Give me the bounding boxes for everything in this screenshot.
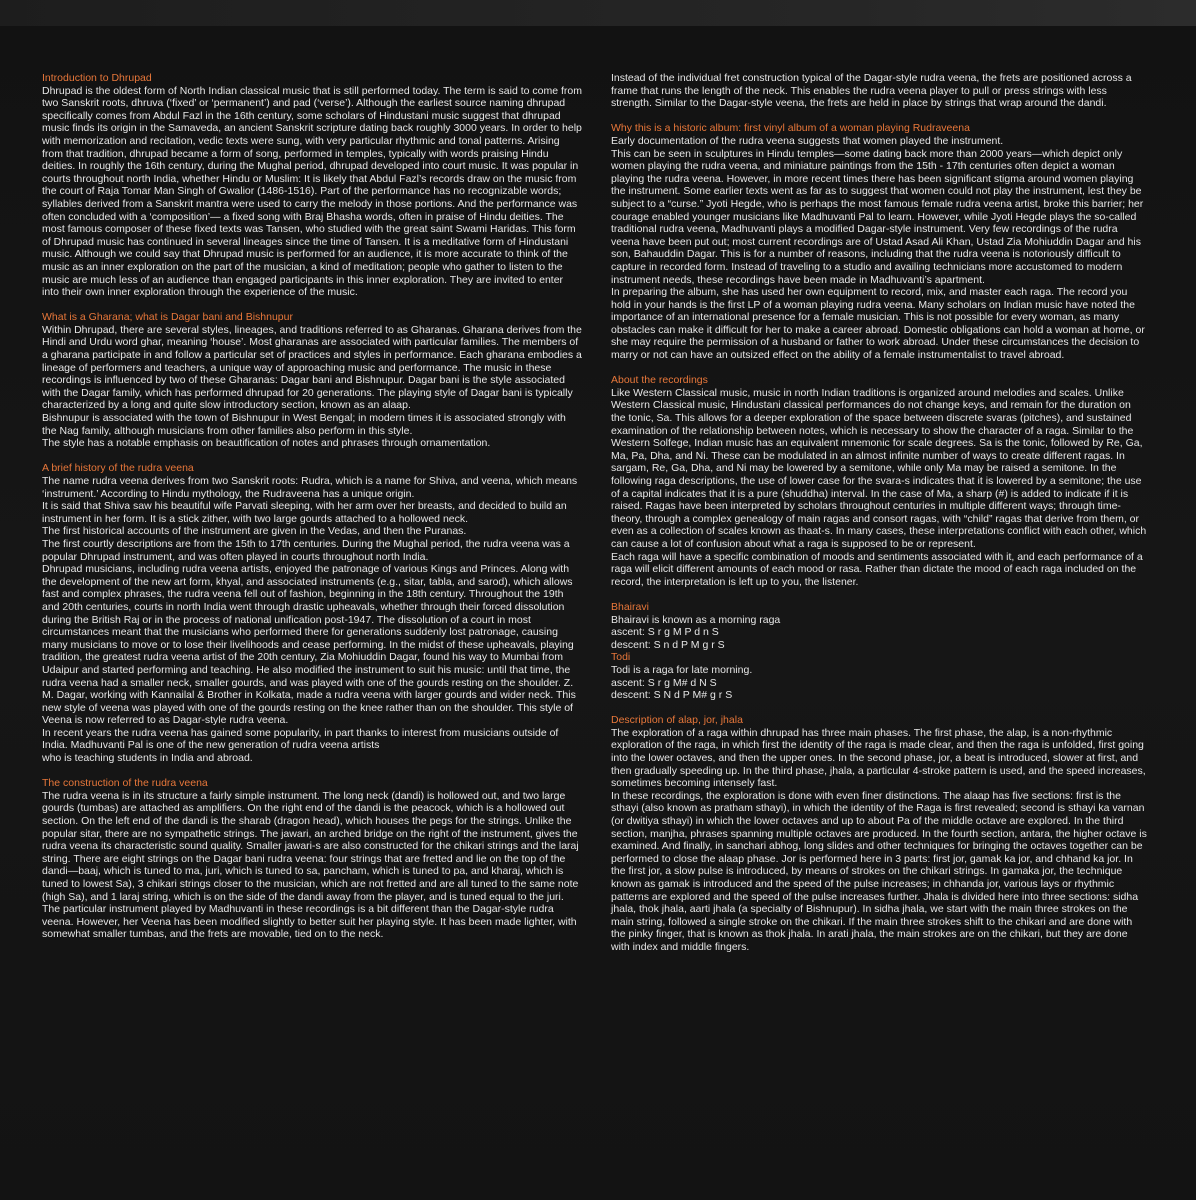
right-column [611,72,1147,966]
paragraph: In preparing the album, she has used her own equipment to record, mix, and master each raga. The record you hold in your hands is the first LP of a woman playing rudra veena. Many scholars on Indian music have noted the importance of an international presence for a female musician. This is not possible for every woman, as many obstacles can make it difficult for her to make a career abroad. Domestic obligations can hold a woman at home, or she may require the permission of a husband or father to work abroad. Under these circumstances the decision to marry or not can have an outsized effect on the ability of a female instrumentalist to travel abroad. [611,286,1145,362]
section-construction-continued [611,72,1147,110]
section-heading: Description of alap, jor, jhala [611,714,743,727]
section-historic-album [611,122,1147,361]
left-column [42,72,582,954]
section-ragas [611,601,1147,702]
paragraph: The rudra veena is in its structure a fairly simple instrument. The long neck (dandi) is hollowed out, and two large gourds (tumbas) are attached as amplifiers. On the right end of the dandi is the peacock, which is a hollowed out section. On the left end of the dandi is the sharab (dragon head), which houses the pegs for the strings. Unlike the popular sitar, there are no sympathetic strings. The jawari, an arched bridge on the right of the instrument, gives the rudra veena its characteristic sound quality. Smaller jawari-s are also constructed for the chikari strings and the laraj string. There are eight strings on the Dagar bani rudra veena: four strings that are fretted and lie on the top of the dandi—baaj, which is tuned to ma, juri, which is tuned to sa, pancham, which is tuned to pa, and kharaj, which is tuned to lowest Sa), 3 chikari strings closer to the musician, which are not fretted and are all tuned to the same note (high Sa), and 1 laraj string, which is on the side of the dandi away from the player, and is tuned equal to the juri. The particular instrument played by Madhuvanti in these recordings is a bit different than the Dagar-style rudra veena. However, her Veena has been modified slightly to better suit her playing style. It has been made lighter, with somewhat smaller tumbas, and the frets are movable, tied on to the neck. [42,789,579,941]
raga-ascent: ascent: S r g M# d N S [611,676,717,689]
paragraph: Dhrupad musicians, including rudra veena artists, enjoyed the patronage of various Kings and Princes. Along with the development of the new art form, khyal, and associated instruments (e.g., sitar, tabla, and sarod), which allows fast and complex phrases, the rudra veena fell out of fashion, beginning in the 18th century. Throughout the 19th and 20th centuries, courts in north India went through drastic upheavals, whether through their forced dissolution during the British Raj or in the process of national unification post-1947. The dissolution of a court in most circumstances meant that the musicians who performed there for generations suddenly lost patronage, causing many musicians to move or to lose their livelihoods and cease performing. In the midst of these upheavals, playing tradition, the greatest rudra veena artist of the 20th century, Zia Mohiuddin Dagar, found his way to Mumbai from Udaipur and started performing and teaching. He also modified the instrument to suit his music: until that time, the rudra veena had a smaller neck, smaller gourds, and was played with one of the gourds resting on the shoulder. Z. M. Dagar, working with Kannailal & Brother in Kolkata, made a rudra veena with larger gourds and wider neck. This new style of veena was played with one of the gourds resting on the knee rather than on the shoulder. This style of Veena is now referred to as Dagar-style rudra veena. [42,563,576,727]
section-heading: About the recordings [611,374,708,387]
paragraph: The exploration of a raga within dhrupad has three main phases. The first phase, the alap, is a non-rhythmic exploration of the raga, in which first the identity of the raga is made clear, and then the raga is unfolded, first going into the lower octaves, and then the upper ones. In the second phase, jor, a beat is introduced, slower at first, and then gradually speeding up. In the third phase, jhala, a particular 4-stroke pattern is used, and the speed increases, sometimes becoming intensely fast. [611,726,1146,790]
paragraph: The style has a notable emphasis on beautification of notes and phrases through ornamentation. [42,437,491,450]
paragraph: It is said that Shiva saw his beautiful wife Parvati sleeping, with her arm over her breasts, and decided to build an instrument in her form. It is a stick zither, with two large gourds attached to a hollowed neck. [42,500,567,525]
section-history-rudra-veena [42,462,582,764]
raga-ascent: ascent: S r g M P d n S [611,626,719,639]
section-heading: What is a Gharana; what is Dagar bani and Bishnupur [42,311,293,324]
paragraph: Within Dhrupad, there are several styles, lineages, and traditions referred to as Gharanas. Gharana derives from the Hindi and Urdu word ghar, meaning ‘house’. Most gharanas are associated with particular families. The members of a gharana participate in and follow a particular set of practices and styles in performance. Each gharana embodies a lineage of performers and teachers, a unique way of approaching music and performance. The music in these recordings is influenced by two of these Gharanas: Dagar bani and Bishnupur. Dagar bani is the style associated with the Dagar family, which has performed dhrupad for 20 generations. The playing style of Dagar bani is typically characterized by a long and quite slow introductory section, known as an alaap. [42,323,582,412]
section-heading: The construction of the rudra veena [42,777,208,790]
raga-descent: descent: S N d P M# g r S [611,689,733,702]
raga-descent: descent: S n d P M g r S [611,638,725,651]
paragraph: The name rudra veena derives from two Sanskrit roots: Rudra, which is a name for Shiva, and veena, which means ‘instrument.’ According to Hindu mythology, the Rudraveena has a unique origin. [42,475,578,500]
section-gharana [42,311,582,450]
paragraph: This can be seen in sculptures in Hindu temples—some dating back more than 2000 years—which depict only women playing the rudra veena, and miniature paintings from the 15th - 17th centuries often depict a woman playing the rudra veena. However, in more recent times there has been significant stigma around women playing the instrument. Some earlier texts went as far as to suggest that women could not play the instrument, lest they be subject to a “curse.” Jyoti Hegde, who is perhaps the most famous female rudra veena artist, broke this barrier; her courage enabled younger musicians like Madhuvanti Pal to learn. However, while Jyoti Hegde plays the so-called traditional rudra veena, Madhuvanti plays a modified Dagar-style instrument. Very few recordings of the rudra veena have been put out; most current recordings are of Ustad Asad Ali Khan, Ustad Zia Mohiuddin Dagar and his son, Bahauddin Dagar. This is for a number of reasons, including that the rudra veena is notoriously difficult to capture in recorded form. Instead of traveling to a studio and availing technicians more accustomed to modern instrument needs, these recordings have been made in Madhuvanti’s apartment. [611,147,1144,286]
paragraph: Each raga will have a specific combination of moods and sentiments associated with it, and each performance of a raga will elicit different amounts of each mood or rasa. Rather than dictate the mood of each raga included on the record, the interpretation is left up to you, the listener. [611,550,1143,588]
raga-heading-todi: Todi [611,651,631,664]
raga-heading-bhairavi: Bhairavi [611,600,649,613]
paragraph: In recent years the rudra veena has gained some popularity, in part thanks to interest from musicians outside of India. Madhuvanti Pal is one of the new generation of rudra veena artists [42,726,559,752]
paragraph: Like Western Classical music, music in north Indian traditions is organized around melodies and scales. Unlike Western Classical music, Hindustani classical performances do not change keys, and remain for the duration on the tonic, Sa. This allows for a deeper exploration of the space between discrete svaras (pitches), and sustained examination of the relationship between notes, which is necessary to show the character of a raga. Similar to the Western Solfege, Indian music has an equivalent mnemonic for scale degrees. Sa is the tonic, followed by Re, Ga, Ma, Pa, Dha, and Ni. These can be modulated in an almost infinite number of ways to create different ragas. In sargam, Re, Ga, Dha, and Ni may be lowered by a semitone, while only Ma may be raised a semitone. In the following raga descriptions, the use of lower case for the svara-s indicates that it is lowered by a semitone; the use of a capital indicates that it is a pure (shuddha) interval. In the case of Ma, a sharp (#) is added to indicate if it is raised. Ragas have been interpreted by scholars throughout centuries in multiple different ways; through time-theory, through a complex genealogy of main ragas and consort ragas, with “child” ragas that derive from them, or even as a collection of scales known as thaat-s. In many cases, these interpretations conflict with each other, which can cause a lot of confusion about what a raga is supposed to be or represent. [611,386,1147,550]
raga-description: Todi is a raga for late morning. [611,663,753,676]
top-edge-strip [0,0,1196,26]
section-intro-dhrupad [42,72,582,299]
section-alap-jor-jhala [611,714,1147,953]
section-heading: Introduction to Dhrupad [42,72,152,84]
section-construction [42,777,582,941]
section-heading: Why this is a historic album: first vinyl album of a woman playing Rudraveena [611,122,970,135]
paragraph: Dhrupad is the oldest form of North Indian classical music that is still performed today. The term is said to come from two Sanskrit roots, dhruva (‘fixed’ or ‘permanent’) and pad (‘verse’). Although the earliest source naming dhrupad specifically comes from Abdul Fazl in the 16th century, some scholars of Hindustani music suggest that dhrupad music finds its origin in the Samaveda, an ancient Sanskrit scripture dating back roughly 3000 years. In order to help with memorization and recitation, vedic texts were sung, with very particular rhythmic and tonal patterns. Arising from that tradition, dhrupad became a form of song, performed in temples, typically with words praising Hindu deities. In roughly the 16th century, during the Mughal period, dhrupad developed into court music. It was popular in courts throughout north India, whether Hindu or Muslim: It is likely that Abdul Fazl’s records draw on the music from the court of Raja Tomar Man Singh of Gwalior (1486-1516). Part of the performance has no recognizable words; syllables derived from a Sanskrit mantra were used to carry the melody in those portions. And the performance was often concluded with a ‘composition’— a fixed song with Braj Bhasha words, often in praise of Hindu deities. The most famous composer of these fixed texts was Tansen, who studied with the great saint Swami Haridas. This form of Dhrupad music has continued in several lineages since the time of Tansen. It is a meditative form of Hindustani music. Although we could say that Dhrupad music is performed for an audience, it is more accurate to think of the music as an inner exploration on the part of the musician, a kind of meditation; people who gather to listen to the music are much less of an audience than engaged participants in this inner exploration. They are invited to enter into their own inner exploration through the experience of the music. [42,84,582,299]
paragraph: Early documentation of the rudra veena suggests that women played the instrument. [611,134,1004,147]
paragraph: The first historical accounts of the instrument are given in the Vedas, and then the Puranas. [42,525,467,538]
raga-description: Bhairavi is known as a morning raga [611,613,781,626]
section-heading: A brief history of the rudra veena [42,462,194,475]
paragraph: who is teaching students in India and abroad. [42,752,253,765]
section-about-recordings [611,374,1147,588]
paragraph: Instead of the individual fret construction typical of the Dagar-style rudra veena, the frets are positioned across a frame that runs the length of the neck. This enables the rudra veena player to pull or press strings with less strength. Similar to the Dagar-style veena, the frets are held in place by strings that wrap around the dandi. [611,72,1132,110]
paragraph: In these recordings, the exploration is done with even finer distinctions. The alaap has five sections: first is the sthayi (also known as pratham sthayi), in which the identity of the Raga is first revealed; second is sthayi ka varnan (or dwitiya sthayi) in which the lower octaves and up to about Pa of the middle octave are explored. In the third section, manjha, phrases spanning multiple octaves are produced. In the fourth section, antara, the higher octave is examined. And finally, in sanchari abhog, long slides and other techniques for bringing the octaves together can be performed to close the alaap phase. Jor is performed here in 3 parts: first jor, gamak ka jor, and chhand ka jor. In the first jor, a slow pulse is introduced, by means of strokes on the chikari strings. In gamaka jor, the technique known as gamak is introduced and the speed of the pulse increases; in chhanda jor, various lays or rhythmic patterns are explored and the speed of the pulse increases further. Jhala is divided here into three sections: sidha jhala, thok jhala, aarti jhala (a specialty of Bishnupur). In sidha jhala, we start with the main three strokes on the main string, followed a single stroke on the chikari. If the main three strokes shift to the chikari and are done with the pinky finger, that is known as thok jhala. In arati jhala, the main strokes are on the chikari, but they are done with index and middle fingers. [611,789,1147,953]
paragraph: The first courtly descriptions are from the 15th to 17th centuries. During the Mughal period, the rudra veena was a popular Dhrupad instrument, and was often played in courts throughout north India. [42,537,570,563]
paragraph: Bishnupur is associated with the town of Bishnupur in West Bengal; in modern times it is associated strongly with the Nag family, although musicians from other families also perform in this style. [42,412,566,437]
